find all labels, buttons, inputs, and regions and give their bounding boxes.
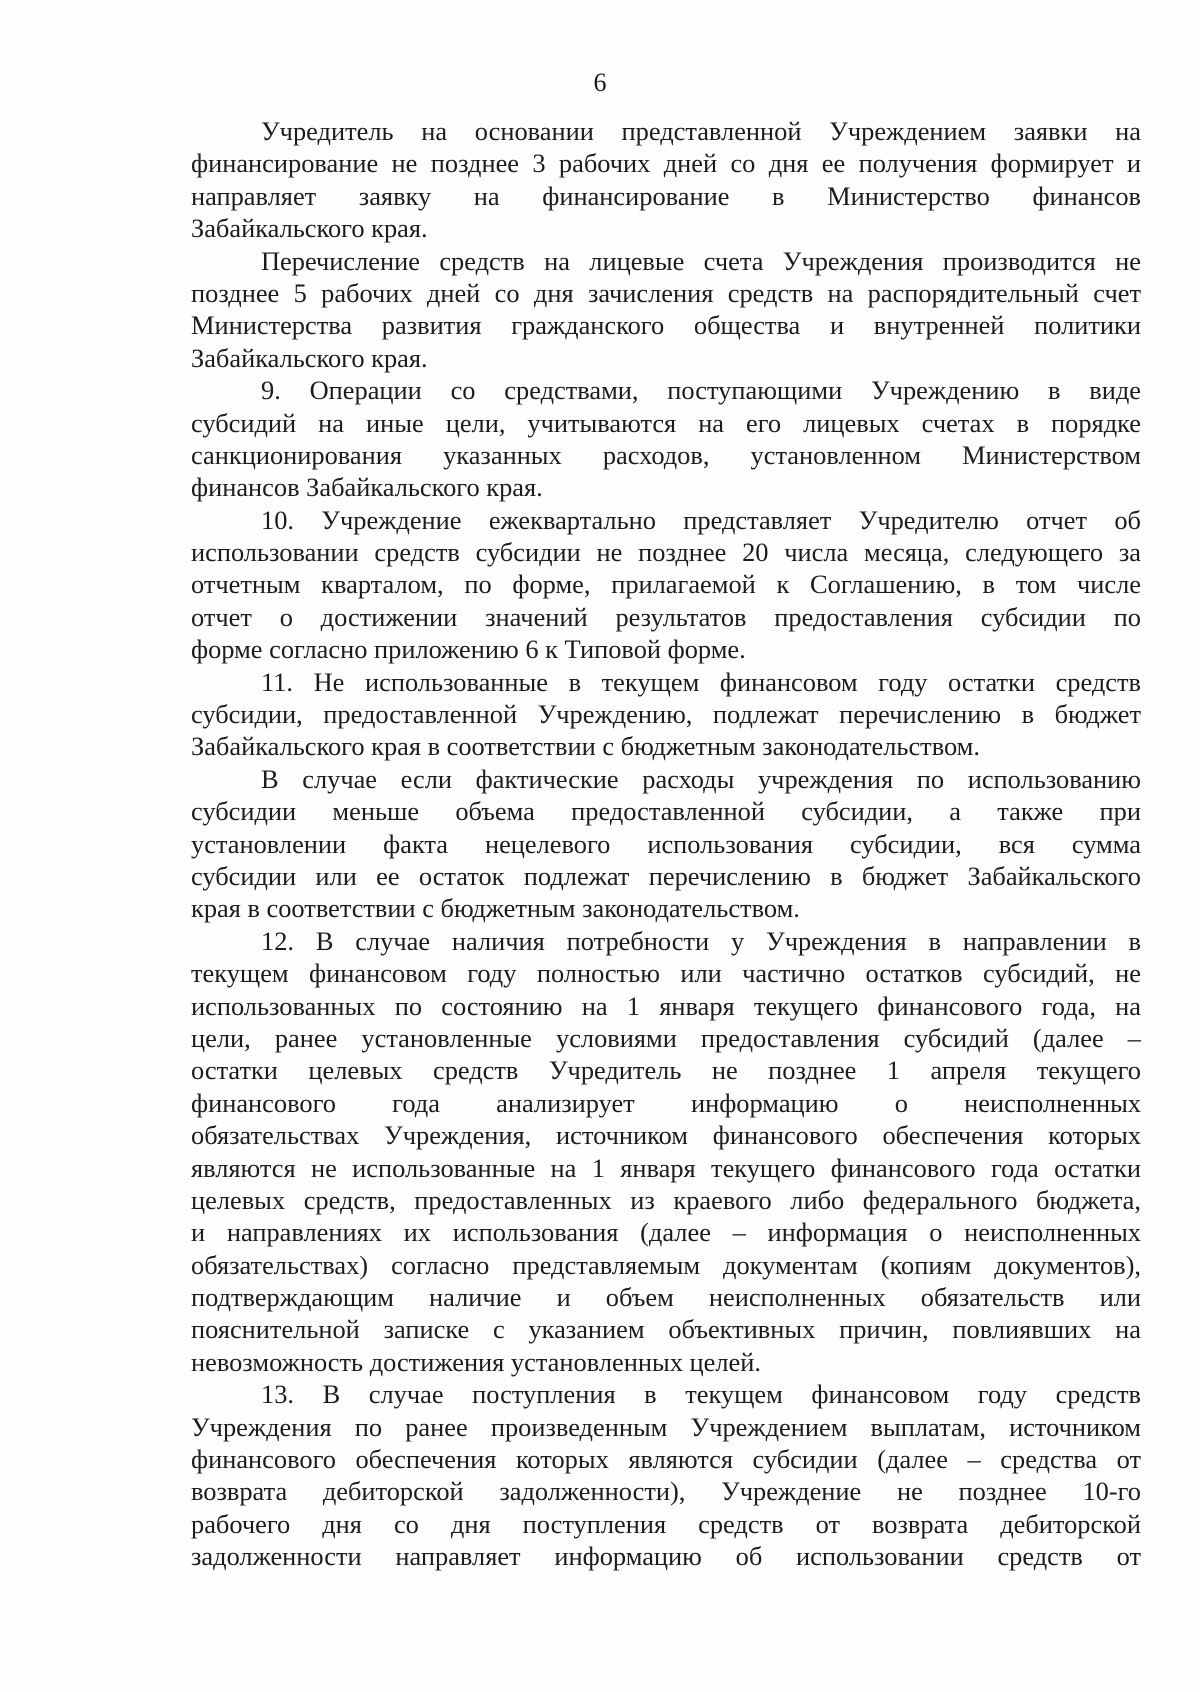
text-line: субсидий на иные цели, учитываются на его лицевых счетах в порядке [191,407,1141,438]
text-line: рабочего дня со дня поступления средств от возврата дебиторской [191,1508,1141,1539]
page-number: 6 [593,68,607,97]
text-line: Учредитель на основании представленной Учреждением заявки на [261,116,1141,146]
text-line: использовании средств субсидии не позднее 20 числа месяца, следующего за [191,537,1141,568]
text-line: использованных по состоянию на 1 января текущего финансового года, на [191,990,1141,1021]
paragraph [191,1378,1141,1572]
text-line: обязательствах) согласно представляемым документам (копиям документов), [191,1249,1141,1280]
text-line: остатки целевых средств Учредитель не позднее 1 апреля текущего [191,1055,1141,1086]
text-line: Забайкальского края. [191,213,428,244]
text-line: направляет заявку на финансирование в Министерство финансов [191,180,1141,211]
text-line: 13. В случае поступления в текущем финансовом году средств [261,1379,1141,1410]
text-line: позднее 5 рабочих дней со дня зачисления средств на распорядительный счет [191,277,1141,308]
paragraph [191,504,1141,666]
text-line: Перечисление средств на лицевые счета Учреждения производится не [261,245,1141,276]
paragraph [191,245,1141,375]
text-line: Учреждения по ранее произведенным Учреждением выплатам, источником [191,1411,1141,1442]
text-line: 9. Операции со средствами, поступающими Учреждению в виде [261,375,1141,406]
document-body [191,115,1141,1573]
text-line: санкционирования указанных расходов, установленном Министерством [191,439,1141,470]
text-line: цели, ранее установленные условиями предоставления субсидий (далее – [191,1022,1141,1053]
text-line: субсидии, предоставленной Учреждению, подлежат перечислению в бюджет [191,699,1141,730]
text-line: 11. Не использованные в текущем финансовом году остатки средств [261,666,1141,697]
text-line: форме согласно приложению 6 к Типовой форме. [191,634,746,665]
paragraph [191,763,1141,925]
text-line: 10. Учреждение ежеквартально представляет Учредителю отчет об [261,504,1141,535]
paragraph [191,925,1141,1378]
text-line: пояснительной записке с указанием объективных причин, повлиявших на [191,1314,1141,1345]
text-line: финансирование не позднее 3 рабочих дней со дня ее получения формирует и [191,148,1141,179]
text-line: целевых средств, предоставленных из краевого либо федерального бюджета, [191,1184,1141,1215]
text-line: финансового обеспечения которых являются субсидии (далее – средства от [191,1444,1141,1475]
text-line: финансов Забайкальского края. [191,472,543,503]
paragraph [191,374,1141,504]
text-line: Забайкальского края. [191,342,428,373]
text-line: 12. В случае наличия потребности у Учреждения в направлении в [261,925,1141,956]
text-line: задолженности направляет информацию об использовании средств от [191,1541,1141,1572]
text-line: финансового года анализирует информацию о неисполненных [191,1087,1141,1118]
text-line: являются не использованные на 1 января текущего финансового года остатки [191,1152,1141,1183]
text-line: Министерства развития гражданского общества и внутренней политики [191,310,1141,341]
paragraph [191,666,1141,763]
text-line: отчет о достижении значений результатов предоставления субсидии по [191,601,1141,632]
text-line: невозможность достижения установленных целей. [191,1346,761,1377]
text-line: Забайкальского края в соответствии с бюджетным законодательством. [191,731,980,762]
paragraph [191,115,1141,245]
text-line: и направлениях их использования (далее – информация о неисполненных [191,1217,1141,1248]
text-line: подтверждающим наличие и объем неисполненных обязательств или [191,1282,1141,1313]
text-line: субсидии или ее остаток подлежат перечислению в бюджет Забайкальского [191,860,1141,891]
text-line: возврата дебиторской задолженности), Учреждение не позднее 10-го [191,1476,1141,1507]
text-line: отчетным кварталом, по форме, прилагаемой к Соглашению, в том числе [191,569,1141,600]
text-line: установлении факта нецелевого использования субсидии, вся сумма [191,828,1141,859]
text-line: края в соответствии с бюджетным законодательством. [191,893,800,924]
text-line: субсидии меньше объема предоставленной субсидии, а также при [191,796,1141,827]
text-line: обязательствах Учреждения, источником финансового обеспечения которых [191,1120,1141,1151]
text-line: В случае если фактические расходы учреждения по использованию [261,763,1141,794]
text-line: текущем финансовом году полностью или частично остатков субсидий, не [191,958,1141,989]
